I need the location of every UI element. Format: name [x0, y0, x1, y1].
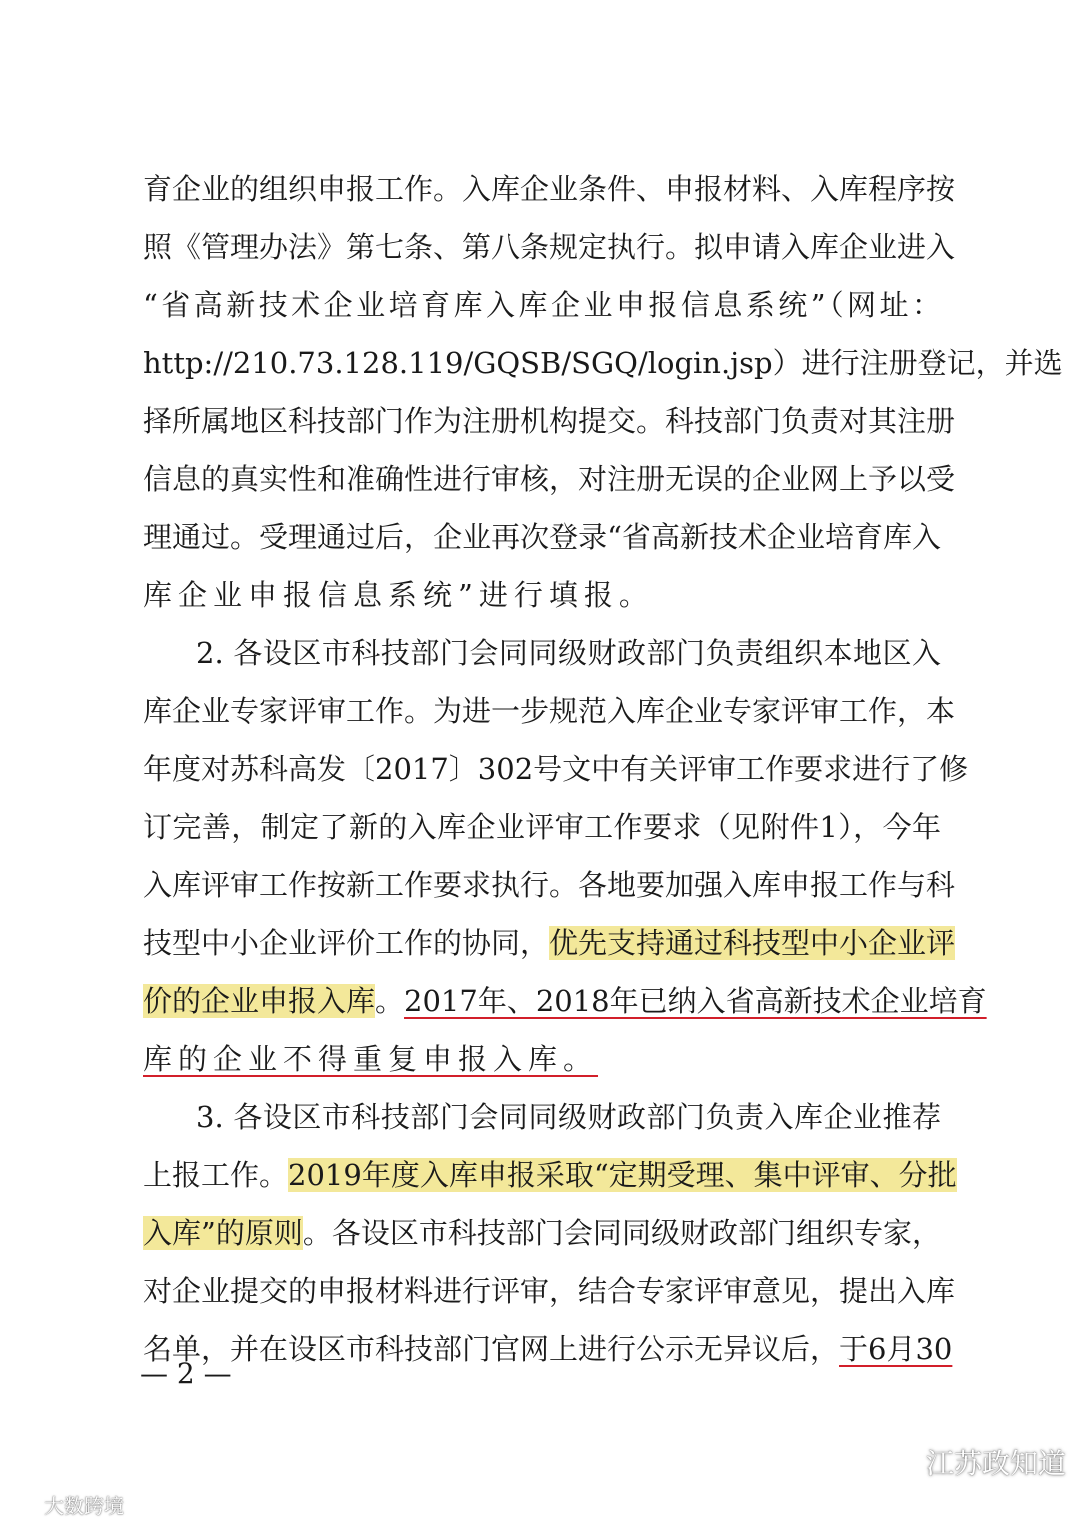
weibo-icon: [8, 1493, 38, 1515]
text-line: [143, 798, 941, 856]
text-line: [143, 914, 956, 972]
wechat-icon: [878, 1445, 918, 1479]
text-line: [143, 1320, 953, 1378]
underlined-text: 于6月30: [839, 1332, 953, 1366]
page-number: — 2 —: [140, 1357, 232, 1390]
text-segment: 2. 各设区市科技部门会同同级财政部门负责组织本地区入: [196, 636, 941, 670]
text-segment: 订完善，制定了新的入库企业评审工作要求（见附件1），今年: [143, 810, 941, 844]
text-segment: 年度对苏科高发〔2017〕302号文中有关评审工作要求进行了修: [143, 752, 969, 786]
text-line: [143, 740, 969, 798]
text-segment: 信息的真实性和准确性进行审核，对注册无误的企业网上予以受: [143, 462, 956, 496]
text-line: [143, 972, 987, 1030]
text-segment: 上报工作。: [143, 1158, 289, 1192]
text-line: [143, 566, 941, 624]
text-line: [143, 160, 956, 218]
text-segment: “省高新技术企业培育库入库企业申报信息系统”（网址：: [143, 288, 941, 322]
text-segment: 照《管理办法》第七条、第八条规定执行。拟申请入库企业进入: [143, 230, 956, 264]
text-segment: 名单，并在设区市科技部门官网上进行公示无异议后，: [143, 1332, 840, 1366]
watermark-left: [8, 1488, 124, 1520]
highlighted-text: 价的企业申报入库: [143, 984, 376, 1018]
text-segment: http://210.73.128.119/GQSB/SGQ/login.jsp）进行注册登记，并选: [143, 346, 1063, 380]
text-segment: 入库评审工作按新工作要求执行。各地要加强入库申报工作与科: [143, 868, 956, 902]
text-line: [143, 1204, 941, 1262]
text-segment: 择所属地区科技部门作为注册机构提交。科技部门负责对其注册: [143, 404, 956, 438]
underlined-text: 库的企业不得重复申报入库。: [143, 1042, 599, 1076]
text-line: [143, 450, 956, 508]
text-line: [196, 624, 941, 682]
highlighted-text: 优先支持通过科技型中小企业评: [549, 926, 956, 960]
text-segment: 库企业专家评审工作。为进一步规范入库企业专家评审工作，本: [143, 694, 956, 728]
highlighted-text: 2019年度入库申报采取“定期受理、集中评审、分批: [288, 1158, 957, 1192]
text-segment: 。各设区市科技部门会同同级财政部门组织专家，: [302, 1216, 941, 1250]
text-line: [143, 856, 956, 914]
text-line: [143, 276, 941, 334]
text-line: [143, 1146, 957, 1204]
text-line: [143, 1030, 941, 1088]
text-segment: 3. 各设区市科技部门会同同级财政部门负责入库企业推荐: [196, 1100, 941, 1134]
text-segment: 技型中小企业评价工作的协同，: [143, 926, 550, 960]
highlighted-text: 入库”的原则: [143, 1216, 303, 1250]
text-segment: 。: [375, 984, 405, 1018]
text-line: [143, 682, 956, 740]
text-line: [196, 1088, 941, 1146]
text-line: [143, 334, 1063, 392]
watermark-right-text: 江苏政知道: [925, 1447, 1066, 1480]
watermark-right: [878, 1440, 1066, 1484]
text-segment: 对企业提交的申报材料进行评审，结合专家评审意见，提出入库: [143, 1274, 956, 1308]
text-segment: 库企业申报信息系统”进行填报。: [143, 578, 654, 612]
text-line: [143, 1262, 956, 1320]
text-line: [143, 392, 956, 450]
text-line: [143, 218, 956, 276]
text-segment: 理通过。受理通过后，企业再次登录“省高新技术企业培育库入: [143, 520, 941, 554]
text-line: [143, 508, 941, 566]
underlined-text: 2017年、2018年已纳入省高新技术企业培育: [404, 984, 987, 1018]
text-segment: 育企业的组织申报工作。入库企业条件、申报材料、入库程序按: [143, 172, 956, 206]
watermark-left-text: 大数跨境: [44, 1493, 124, 1518]
